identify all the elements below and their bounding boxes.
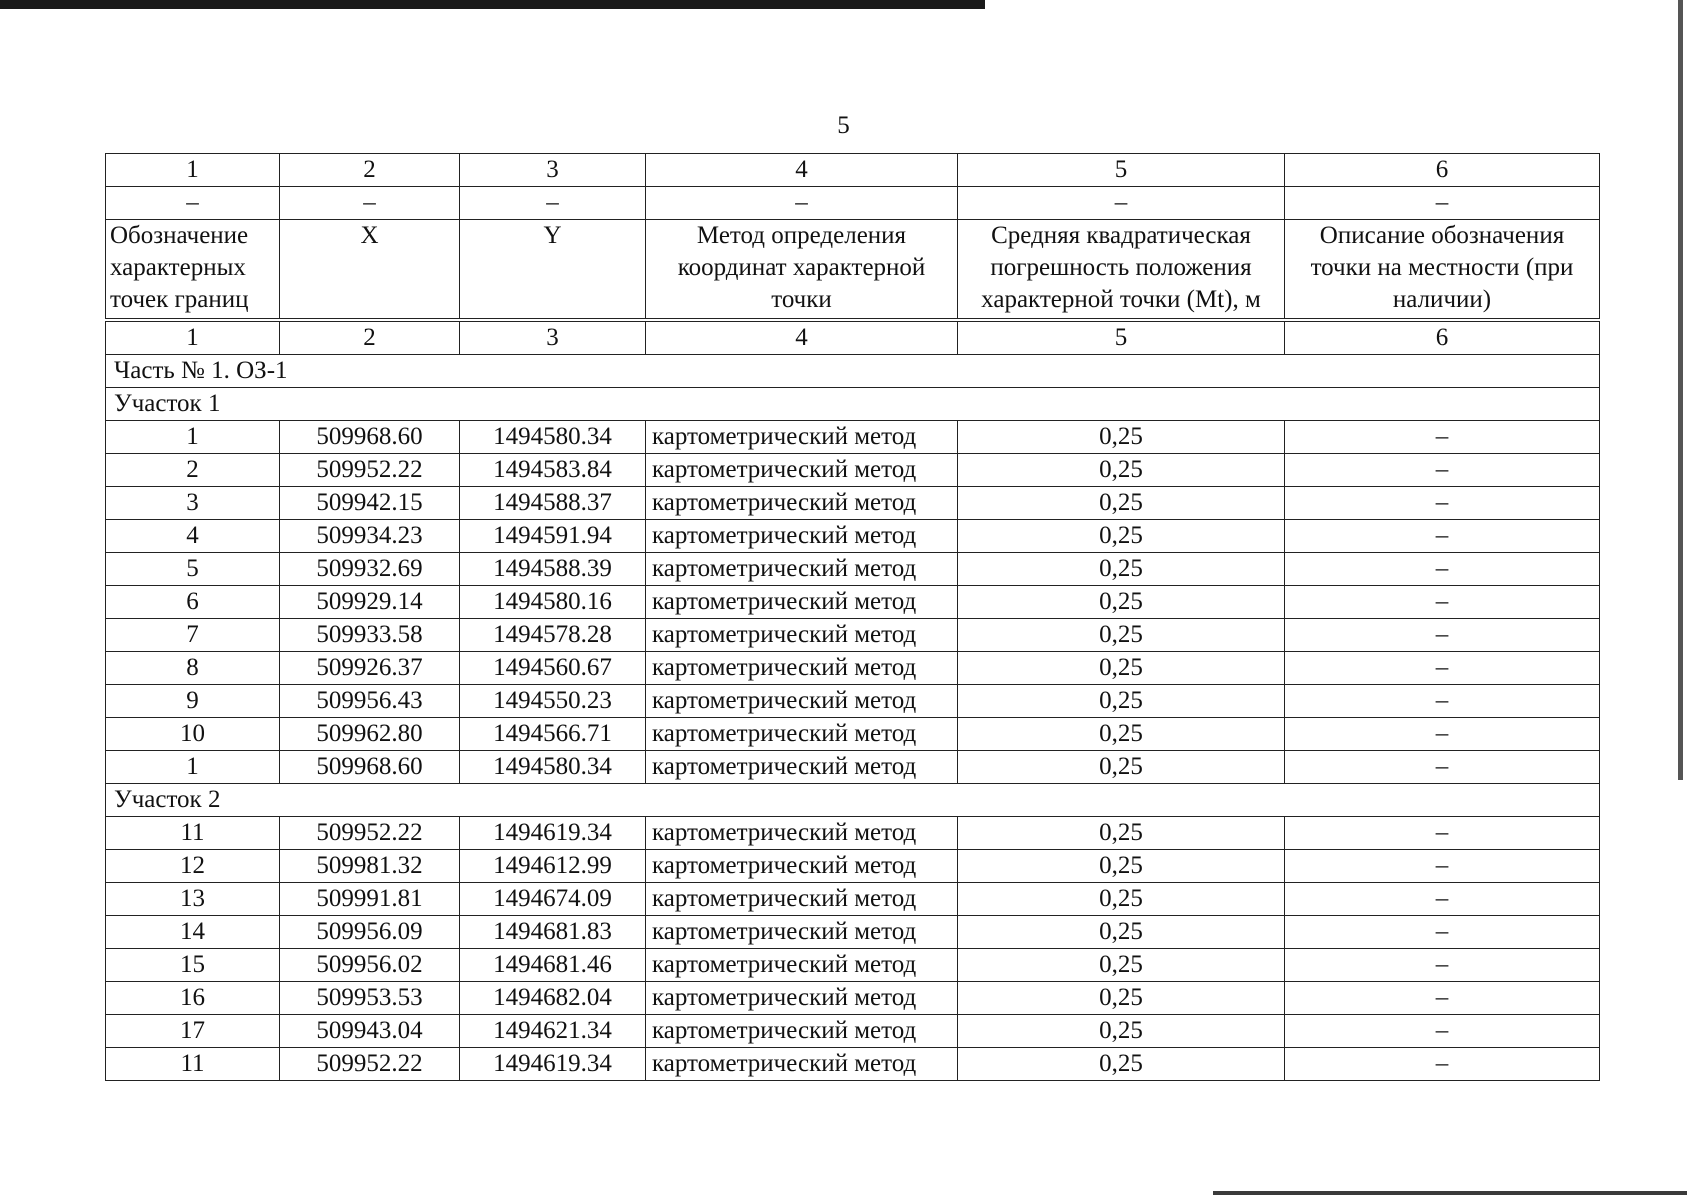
mt-cell: 0,25 (958, 949, 1285, 982)
point-cell: 1 (106, 421, 280, 454)
dash-cell: – (460, 187, 646, 220)
dash-row (106, 187, 1600, 220)
mt-cell: 0,25 (958, 685, 1285, 718)
col-number-cell: 2 (280, 320, 460, 355)
x-cell: 509952.22 (280, 1048, 460, 1081)
x-cell: 509943.04 (280, 1015, 460, 1048)
column-number-row-repeat (106, 320, 1600, 355)
point-cell: 14 (106, 916, 280, 949)
col-number-cell: 4 (646, 154, 958, 187)
point-cell: 4 (106, 520, 280, 553)
description-cell: – (1285, 520, 1600, 553)
description-cell: – (1285, 850, 1600, 883)
point-cell: 10 (106, 718, 280, 751)
description-cell: – (1285, 1015, 1600, 1048)
col-number-cell: 3 (460, 320, 646, 355)
y-cell: 1494566.71 (460, 718, 646, 751)
table-row (106, 685, 1600, 718)
method-cell: картометрический метод (646, 652, 958, 685)
method-cell: картометрический метод (646, 1015, 958, 1048)
table-row (106, 421, 1600, 454)
section-title: Участок 1 (106, 388, 1600, 421)
y-cell: 1494550.23 (460, 685, 646, 718)
x-cell: 509933.58 (280, 619, 460, 652)
table-row (106, 850, 1600, 883)
y-cell: 1494580.34 (460, 421, 646, 454)
y-cell: 1494682.04 (460, 982, 646, 1015)
point-cell: 11 (106, 1048, 280, 1081)
mt-cell: 0,25 (958, 652, 1285, 685)
point-cell: 3 (106, 487, 280, 520)
coordinates-table (105, 153, 1600, 1081)
description-cell: – (1285, 949, 1600, 982)
table-row (106, 586, 1600, 619)
method-cell: картометрический метод (646, 982, 958, 1015)
table-row (106, 718, 1600, 751)
point-cell: 8 (106, 652, 280, 685)
x-cell: 509962.80 (280, 718, 460, 751)
description-cell: – (1285, 883, 1600, 916)
section-title-row (106, 388, 1600, 421)
table-row (106, 751, 1600, 784)
method-cell: картометрический метод (646, 751, 958, 784)
y-cell: 1494681.83 (460, 916, 646, 949)
description-cell: – (1285, 718, 1600, 751)
header-mt: Средняя квадратическая погрешность положения характерной точки (Mt), м (958, 220, 1285, 321)
header-method: Метод определения координат характерной точки (646, 220, 958, 321)
table-row (106, 487, 1600, 520)
y-cell: 1494674.09 (460, 883, 646, 916)
y-cell: 1494588.37 (460, 487, 646, 520)
col-number-cell: 4 (646, 320, 958, 355)
y-cell: 1494591.94 (460, 520, 646, 553)
point-cell: 1 (106, 751, 280, 784)
dash-cell: – (646, 187, 958, 220)
y-cell: 1494588.39 (460, 553, 646, 586)
dash-cell: – (280, 187, 460, 220)
mt-cell: 0,25 (958, 520, 1285, 553)
x-cell: 509981.32 (280, 850, 460, 883)
dash-cell: – (106, 187, 280, 220)
method-cell: картометрический метод (646, 421, 958, 454)
mt-cell: 0,25 (958, 850, 1285, 883)
mt-cell: 0,25 (958, 454, 1285, 487)
table-row (106, 883, 1600, 916)
point-cell: 13 (106, 883, 280, 916)
table-row (106, 652, 1600, 685)
method-cell: картометрический метод (646, 817, 958, 850)
page-number: 5 (837, 112, 850, 139)
method-cell: картометрический метод (646, 916, 958, 949)
col-number-cell: 6 (1285, 154, 1600, 187)
section-title: Участок 2 (106, 784, 1600, 817)
y-cell: 1494580.34 (460, 751, 646, 784)
table-row (106, 619, 1600, 652)
x-cell: 509942.15 (280, 487, 460, 520)
part-title: Часть № 1. ОЗ-1 (106, 355, 1600, 388)
method-cell: картометрический метод (646, 454, 958, 487)
x-cell: 509952.22 (280, 817, 460, 850)
x-cell: 509929.14 (280, 586, 460, 619)
header-x: X (280, 220, 460, 321)
method-cell: картометрический метод (646, 586, 958, 619)
y-cell: 1494681.46 (460, 949, 646, 982)
column-number-row (106, 154, 1600, 187)
x-cell: 509934.23 (280, 520, 460, 553)
description-cell: – (1285, 619, 1600, 652)
section-title-row (106, 784, 1600, 817)
point-cell: 2 (106, 454, 280, 487)
header-y: Y (460, 220, 646, 321)
method-cell: картометрический метод (646, 619, 958, 652)
x-cell: 509956.43 (280, 685, 460, 718)
mt-cell: 0,25 (958, 718, 1285, 751)
point-cell: 16 (106, 982, 280, 1015)
header-point-designation: Обозначение характерных точек границ (106, 220, 280, 321)
mt-cell: 0,25 (958, 487, 1285, 520)
dash-cell: – (1285, 187, 1600, 220)
description-cell: – (1285, 454, 1600, 487)
description-cell: – (1285, 553, 1600, 586)
x-cell: 509926.37 (280, 652, 460, 685)
table-row (106, 916, 1600, 949)
description-cell: – (1285, 652, 1600, 685)
scan-edge-bottom (1213, 1191, 1687, 1195)
description-cell: – (1285, 685, 1600, 718)
table-row (106, 949, 1600, 982)
point-cell: 17 (106, 1015, 280, 1048)
x-cell: 509968.60 (280, 751, 460, 784)
y-cell: 1494619.34 (460, 1048, 646, 1081)
method-cell: картометрический метод (646, 850, 958, 883)
method-cell: картометрический метод (646, 883, 958, 916)
header-description: Описание обозначения точки на местности (при наличии) (1285, 220, 1600, 321)
x-cell: 509956.09 (280, 916, 460, 949)
table-body (106, 154, 1600, 1081)
description-cell: – (1285, 487, 1600, 520)
description-cell: – (1285, 421, 1600, 454)
y-cell: 1494560.67 (460, 652, 646, 685)
y-cell: 1494619.34 (460, 817, 646, 850)
description-cell: – (1285, 982, 1600, 1015)
method-cell: картометрический метод (646, 685, 958, 718)
mt-cell: 0,25 (958, 982, 1285, 1015)
col-number-cell: 6 (1285, 320, 1600, 355)
method-cell: картометрический метод (646, 487, 958, 520)
x-cell: 509991.81 (280, 883, 460, 916)
point-cell: 5 (106, 553, 280, 586)
mt-cell: 0,25 (958, 817, 1285, 850)
y-cell: 1494578.28 (460, 619, 646, 652)
method-cell: картометрический метод (646, 1048, 958, 1081)
scan-edge-top (0, 0, 985, 9)
mt-cell: 0,25 (958, 421, 1285, 454)
x-cell: 509952.22 (280, 454, 460, 487)
table-row (106, 520, 1600, 553)
description-cell: – (1285, 751, 1600, 784)
point-cell: 12 (106, 850, 280, 883)
point-cell: 6 (106, 586, 280, 619)
description-cell: – (1285, 916, 1600, 949)
col-number-cell: 3 (460, 154, 646, 187)
table-row (106, 982, 1600, 1015)
table-row (106, 1048, 1600, 1081)
mt-cell: 0,25 (958, 586, 1285, 619)
mt-cell: 0,25 (958, 1015, 1285, 1048)
point-cell: 7 (106, 619, 280, 652)
header-row (106, 220, 1600, 321)
table-row (106, 454, 1600, 487)
col-number-cell: 5 (958, 154, 1285, 187)
y-cell: 1494580.16 (460, 586, 646, 619)
col-number-cell: 5 (958, 320, 1285, 355)
x-cell: 509968.60 (280, 421, 460, 454)
method-cell: картометрический метод (646, 949, 958, 982)
col-number-cell: 2 (280, 154, 460, 187)
x-cell: 509953.53 (280, 982, 460, 1015)
mt-cell: 0,25 (958, 1048, 1285, 1081)
description-cell: – (1285, 1048, 1600, 1081)
method-cell: картометрический метод (646, 520, 958, 553)
point-cell: 15 (106, 949, 280, 982)
mt-cell: 0,25 (958, 619, 1285, 652)
point-cell: 9 (106, 685, 280, 718)
x-cell: 509956.02 (280, 949, 460, 982)
method-cell: картометрический метод (646, 553, 958, 586)
method-cell: картометрический метод (646, 718, 958, 751)
y-cell: 1494583.84 (460, 454, 646, 487)
y-cell: 1494621.34 (460, 1015, 646, 1048)
col-number-cell: 1 (106, 320, 280, 355)
point-cell: 11 (106, 817, 280, 850)
x-cell: 509932.69 (280, 553, 460, 586)
mt-cell: 0,25 (958, 883, 1285, 916)
table-row (106, 817, 1600, 850)
mt-cell: 0,25 (958, 553, 1285, 586)
mt-cell: 0,25 (958, 751, 1285, 784)
mt-cell: 0,25 (958, 916, 1285, 949)
description-cell: – (1285, 817, 1600, 850)
part-title-row (106, 355, 1600, 388)
description-cell: – (1285, 586, 1600, 619)
table-row (106, 553, 1600, 586)
dash-cell: – (958, 187, 1285, 220)
table-row (106, 1015, 1600, 1048)
y-cell: 1494612.99 (460, 850, 646, 883)
col-number-cell: 1 (106, 154, 280, 187)
